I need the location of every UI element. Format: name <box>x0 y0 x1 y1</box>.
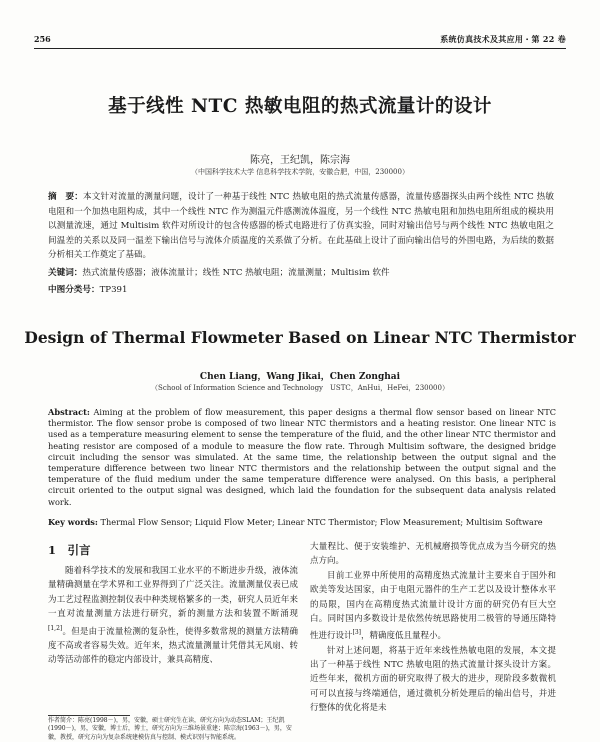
footnote-rule <box>48 715 130 716</box>
classification-number <box>48 283 554 297</box>
keywords-english-label: Key words: <box>48 517 98 527</box>
paragraph: 针对上述问题，将基于近年来线性热敏电阻的发展，本文提出了一种基于线性 NTC 热敏电阻的热式流量计探头设计方案。近些年来，微机方面的研究取得了极大的进步，现阶段多数微机可可以直接与终端通信，通过微机分析处理后的输出信号，并进行整体的优化将是未 <box>310 645 556 714</box>
keywords-chinese-label: 关键词： <box>48 268 83 278</box>
keywords-chinese-text: 热式流量传感器；液体流量计；线性 NTC 热敏电阻；流量测量；Multisim 软件 <box>82 268 390 278</box>
author-footnote: 作者简介：陈亮(1998－)，男，安徽，硕士研究生在读，研究方向为动态SLAM；王纪凯(1990－)，男，安徽，博士后，博士，研究方向为三维场景重建；陈宗海(1963－)，男，安徽，教授，研究方向为复杂系统建模仿真与控制、模式识别与智能系统。 <box>48 717 292 741</box>
paragraph-text-cont: 。但是由于流量检测的复杂性，使得多数常规的测量方法精确度不高或者容易失效。近年来，热式流量测量计凭借其无风扇、转动等活动部件的稳定内部设计，兼具高精度、 <box>48 626 298 666</box>
classification-value: TP391 <box>99 285 128 295</box>
abstract-chinese-label: 摘 要： <box>48 192 83 202</box>
keywords-english-text: Thermal Flow Sensor; Liquid Flow Meter; Linear NTC Thermistor; Flow Measurement; Multisim Software <box>100 517 543 527</box>
abstract-chinese <box>48 190 554 263</box>
citation: [1,2] <box>48 624 63 632</box>
journal-name: 系统仿真技术及其应用・第 22 卷 <box>440 34 566 44</box>
paragraph: 大量程比、便于安装维护、无机械磨损等优点成为当今研究的热点方向。 <box>310 542 556 567</box>
paragraph <box>310 569 556 644</box>
paragraph-text: 目前工业界中所使用的高精度热式流量计主要来自于国外和欧美等发达国家，由于电阻元器件的生产工艺以及设计整体水平的局限，国内在高精度热式流量计设计方面的研究仍有巨大空白。同时国内多数设计是依然传统思路使用二极管的导通压降特性进行设计 <box>310 570 556 642</box>
paragraph <box>48 564 298 668</box>
authors-english: Chen Liang，Wang Jikai，Chen Zonghai <box>199 372 401 382</box>
body-column-left <box>48 564 298 668</box>
citation: [3] <box>352 629 362 637</box>
section-heading-introduction: 1 引言 <box>48 543 91 557</box>
abstract-english <box>48 407 556 508</box>
title-chinese: 基于线性 NTC 热敏电阻的热式流量计的设计 <box>108 96 492 117</box>
keywords-english <box>48 517 556 528</box>
affiliation-english: （School of Information Science and Technology USTC，AnHui，HeFei，230000） <box>151 384 449 392</box>
abstract-english-label: Abstract: <box>48 407 90 417</box>
keywords-chinese <box>48 266 554 280</box>
body-column-right <box>310 540 556 716</box>
title-english: Design of Thermal Flowmeter Based on Linear NTC Thermistor <box>24 328 576 347</box>
paragraph-text: 随着科学技术的发展和我国工业水平的不断进步升级，液体流量精确测量在学术界和工业界得到了广泛关注。流量测量仪表已成为工艺过程监测控制仪表中种类规格繁多的一类，研究人员近年来一直对流量测量方法进行研究，新的测量方法和装置不断涌现 <box>48 566 298 620</box>
abstract-chinese-text: 本文针对流量的测量问题，设计了一种基于线性 NTC 热敏电阻的热式流量传感器，流量传感器探头由两个线性 NTC 热敏电阻和一个加热电阻构成，其中一个线性 NTC 作为测温元件感测流体温度，另一个线性 NTC 热敏电阻和加热电阻所组成的模块用以测量流速，通过 Multisim 软件对所设计的包含传感器的桥式电路进行了仿真实验，同时对输出信号与两个线性 NTC 热敏电阻之间温差的关系以及同一温差下输出信号与流体介质温度的关系做了分析。在此基础上设计了面向输出信号的外围电路，为后续的数据分析相关工作奠定了基础。 <box>48 192 554 261</box>
abstract-english-text: Aiming at the problem of flow measurement, this paper designs a thermal flow sensor based on linear NTC thermistor. The flow sensor probe is composed of two linear NTC thermistors and a heating resistor. One linear NTC is used as a temperature measuring element to sense the temperature of the fluid, and the other linear NTC thermistor and heating resistor are composed of a module to measure the flow rate. Through Multisim software, the designed bridge circuit including the sensor was simulated. At the same time, the relationship between the output signal and the temperature difference between two linear NTC thermistors and the relationship between the output signal and the temperature of the fluid medium under the same temperature difference were analysed. On this basis, a peripheral circuit oriented to the output signal was designed, which laid the foundation for the subsequent data analysis related work. <box>48 407 556 507</box>
classification-label: 中图分类号： <box>48 285 100 295</box>
affiliation-chinese: （中国科学技术大学 信息科学技术学院，安徽合肥，中国，230000） <box>191 168 409 176</box>
paragraph-text-cont: ，精确度低且量程小。 <box>361 631 447 642</box>
authors-chinese: 陈亮，王纪凯，陈宗海 <box>250 155 350 166</box>
header-rule <box>34 48 566 49</box>
running-header <box>34 34 566 46</box>
page-number: 256 <box>34 34 51 44</box>
